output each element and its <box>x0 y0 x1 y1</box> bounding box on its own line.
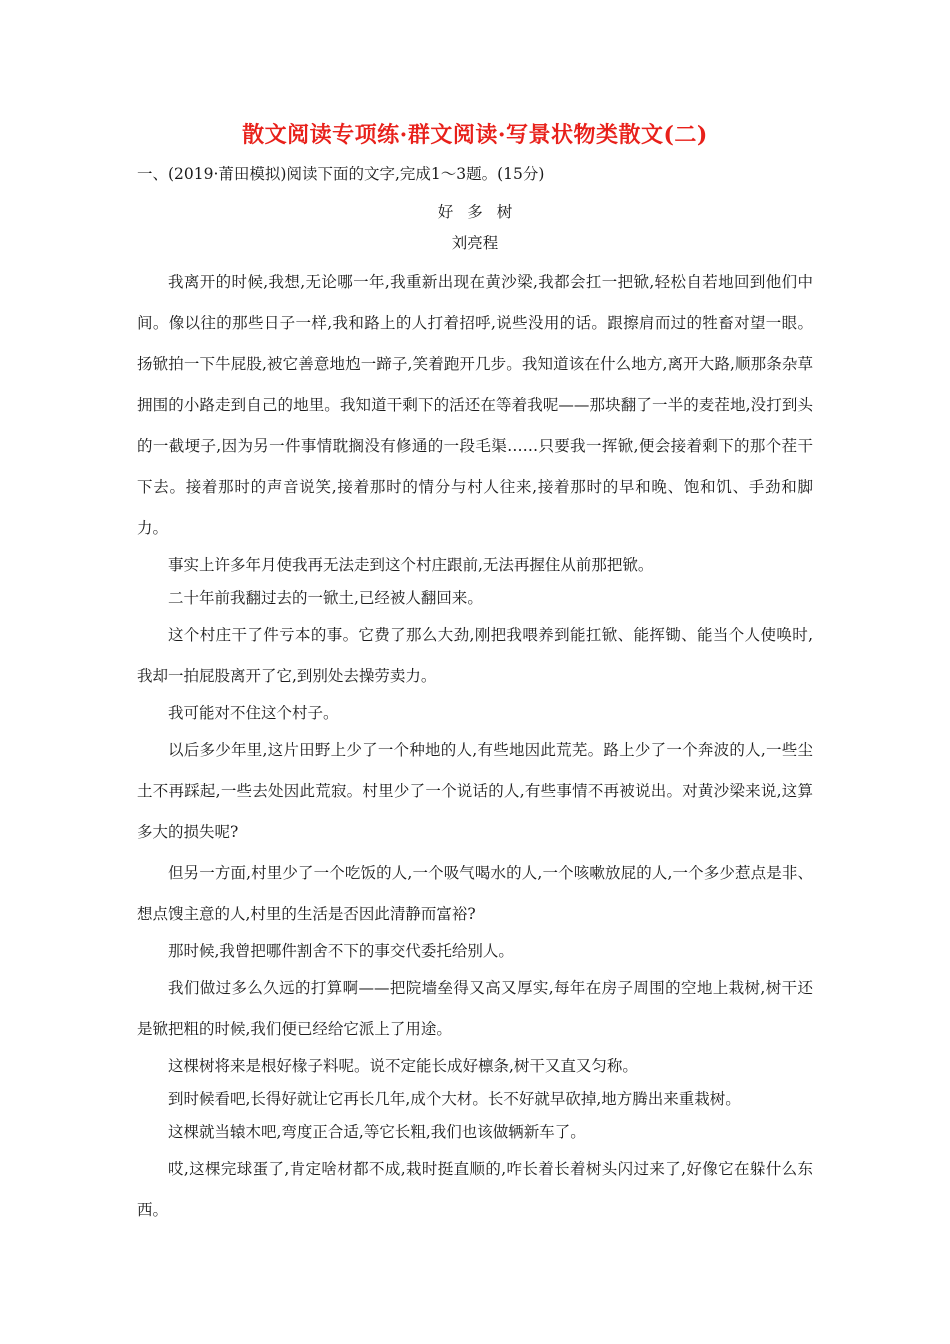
paragraph: 到时候看吧,长得好就让它再长几年,成个大材。长不好就早砍掉,地方腾出来重栽树。 <box>168 1090 741 1108</box>
paragraph: 事实上许多年月使我再无法走到这个村庄跟前,无法再握住从前那把锨。 <box>168 556 654 574</box>
paragraph: 我们做过多么久远的打算啊——把院墙垒得又高又厚实,每年在房子周围的空地上栽树,树干还是锨把粗的时候,我们便已经给它派上了用途。 <box>137 979 813 1038</box>
paragraph: 我离开的时候,我想,无论哪一年,我重新出现在黄沙梁,我都会扛一把锨,轻松自若地回到他们中间。像以往的那些日子一样,我和路上的人打着招呼,说些没用的话。跟擦肩而过的牲畜对望一眼。扬锨拍一下牛屁股,被它善意地尥一蹄子,笑着跑开几步。我知道该在什么地方,离开大路,顺那条杂草拥围的小路走到自己的地里。我知道干剩下的活还在等着我呢——那块翻了一半的麦茬地,没打到头的一截埂子,因为另一件事情耽搁没有修通的一段毛渠……只要我一挥锨,便会接着剩下的那个茬干下去。接着那时的声音说笑,接着那时的情分与村人往来,接着那时的早和晚、饱和饥、手劲和脚力。 <box>137 273 813 537</box>
document-title: 散文阅读专项练·群文阅读·写景状物类散文(二) <box>242 122 708 148</box>
paragraph: 这棵树将来是根好椽子料呢。说不定能长成好檩条,树干又直又匀称。 <box>168 1057 638 1075</box>
essay-title: 好多树 <box>437 203 527 221</box>
paragraph: 但另一方面,村里少了一个吃饭的人,一个吸气喝水的人,一个咳嗽放屁的人,一个多少惹点是非、想点馊主意的人,村里的生活是否因此清静而富裕? <box>137 864 813 923</box>
paragraph: 哎,这棵完球蛋了,肯定啥材都不成,栽时挺直顺的,咋长着长着树头闪过来了,好像它在躲什么东西。 <box>137 1160 813 1219</box>
paragraph: 我可能对不住这个村子。 <box>168 704 339 722</box>
question-instruction: 一、(2019·莆田模拟)阅读下面的文字,完成1～3题。(15分) <box>137 165 545 183</box>
essay-author: 刘亮程 <box>451 234 499 252</box>
paragraph: 以后多少年里,这片田野上少了一个种地的人,有些地因此荒芜。路上少了一个奔波的人,一些尘土不再踩起,一些去处因此荒寂。村里少了一个说话的人,有些事情不再被说出。对黄沙梁来说,这算多大的损失呢? <box>137 741 813 841</box>
essay-body <box>137 262 813 1231</box>
paragraph: 那时候,我曾把哪件割舍不下的事交代委托给别人。 <box>168 942 514 960</box>
paragraph: 这个村庄干了件亏本的事。它费了那么大劲,刚把我喂养到能扛锨、能挥锄、能当个人使唤时,我却一拍屁股离开了它,到别处去操劳卖力。 <box>137 626 813 685</box>
paragraph: 二十年前我翻过去的一锨土,已经被人翻回来。 <box>168 589 483 607</box>
paragraph: 这棵就当辕木吧,弯度正合适,等它长粗,我们也该做辆新车了。 <box>168 1123 586 1141</box>
